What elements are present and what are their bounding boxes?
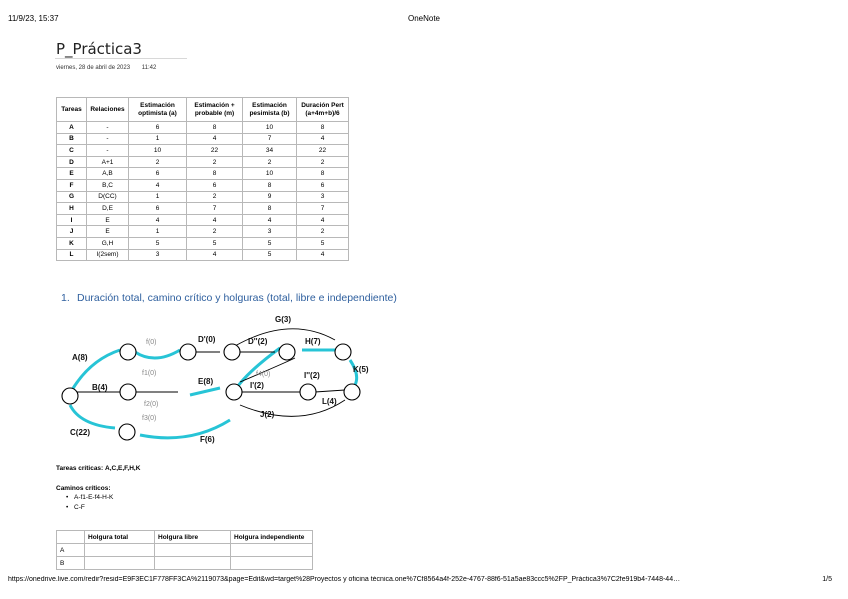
node-9 [300,384,316,400]
column-header: Estimación pesimista (b) [243,98,297,122]
edge-label: B(4) [92,383,108,392]
table-cell: 2 [129,156,187,168]
edge-label: A(8) [72,353,88,362]
table-cell: 4 [243,214,297,226]
table-cell: 4 [297,133,349,145]
table-cell: 2 [187,191,243,203]
section-title: Duración total, camino crítico y holguras (total, libre e independiente) [77,292,397,304]
node-7 [279,344,295,360]
table-cell: 6 [187,179,243,191]
table-cell: 8 [187,122,243,134]
table-cell: 4 [187,214,243,226]
table-row [57,214,349,226]
table-row [57,557,313,570]
table-cell: 2 [187,226,243,238]
table-cell [231,557,313,570]
table-row [57,179,349,191]
edge-label: K(5) [353,365,369,374]
critical-paths-label: Caminos críticos: [56,485,111,492]
table-cell: 2 [187,156,243,168]
print-app-title: OneNote [407,14,441,23]
edge-label: D'(0) [198,335,216,344]
table-cell: 6 [129,122,187,134]
table-cell: 4 [129,179,187,191]
table-row [57,249,349,261]
node-2 [120,344,136,360]
title-underline [55,58,187,59]
table-cell: B,C [87,179,129,191]
table-cell: 2 [297,156,349,168]
table-cell: 3 [129,249,187,261]
section-heading [61,292,397,304]
table-cell: 4 [129,214,187,226]
edge-label: f3(0) [142,415,157,422]
column-header: Relaciones [87,98,129,122]
table-cell: 8 [243,179,297,191]
table-cell: 5 [297,237,349,249]
table-cell: D(CC) [87,191,129,203]
node-1 [62,388,78,404]
table-cell: 8 [187,168,243,180]
column-header: Tareas [57,98,87,122]
table-cell: 5 [243,249,297,261]
table-cell: E [87,226,129,238]
pert-network-diagram [60,310,370,460]
table-cell: E [57,168,87,180]
table-row [57,544,313,557]
table-cell: F [57,179,87,191]
table-cell: 5 [129,237,187,249]
table-cell: 6 [129,168,187,180]
table-row [57,203,349,215]
table-row [57,133,349,145]
table-cell: I [57,214,87,226]
table-cell: 4 [297,214,349,226]
table-cell: 4 [187,133,243,145]
table-cell: 4 [187,249,243,261]
column-header: Holgura libre [155,531,231,544]
critical-tasks [56,465,140,472]
node-3 [120,384,136,400]
edge-label: H(7) [305,337,321,346]
edge-label: I'(2) [250,381,264,390]
table-cell: D [57,156,87,168]
table-cell: 1 [129,191,187,203]
table-header-row [57,531,313,544]
table-cell [155,544,231,557]
edge-label: f1(0) [142,370,157,377]
table-row [57,145,349,157]
table-cell: B [57,133,87,145]
edge-label: G(3) [275,315,291,324]
table-cell: K [57,237,87,249]
table-cell: J [57,226,87,238]
table-row [57,122,349,134]
table-cell: 3 [297,191,349,203]
table-cell: 8 [243,203,297,215]
edge-label: D''(2) [248,337,268,346]
table-cell: 22 [297,145,349,157]
critical-tasks-value: A,C,E,F,H,K [105,465,141,472]
table-cell: C [57,145,87,157]
table-cell: 6 [297,179,349,191]
table-cell: 6 [129,203,187,215]
table-cell: 5 [187,237,243,249]
table-cell: 34 [243,145,297,157]
critical-paths-list [66,494,113,514]
page-time: 11:42 [141,65,157,71]
table-row [57,156,349,168]
table-row [57,226,349,238]
estimation-table [56,97,349,261]
node-11 [344,384,360,400]
column-header: Duración Pert (a+4m+b)/6 [297,98,349,122]
list-item: • A-f1-E-f4-H-K [66,494,113,504]
table-header-row [57,98,349,122]
node-5 [180,344,196,360]
table-cell: 2 [297,226,349,238]
table-cell: 8 [297,168,349,180]
table-cell: 1 [129,133,187,145]
table-cell: G,H [87,237,129,249]
table-cell: 4 [297,249,349,261]
node-4 [119,424,135,440]
table-cell: 10 [129,145,187,157]
table-cell: 5 [243,237,297,249]
edge-label: f(0) [146,339,157,346]
page-created-datetime [56,65,156,71]
table-cell: A [57,122,87,134]
critical-tasks-label: Tareas críticas: [56,465,104,472]
table-cell [155,557,231,570]
table-cell: D,E [87,203,129,215]
table-cell: I(2sem) [87,249,129,261]
table-cell: A [57,544,85,557]
table-cell: 7 [297,203,349,215]
column-header: Holgura total [85,531,155,544]
page-title[interactable]: P_Práctica3 [56,40,142,58]
edge-label: L(4) [322,397,337,406]
node-8 [226,384,242,400]
table-cell: 8 [297,122,349,134]
edge-label: F(6) [200,435,215,444]
section-number: 1. [61,292,70,304]
table-cell: 10 [243,122,297,134]
footer-page-number: 1/5 [822,576,832,583]
table-cell: - [87,133,129,145]
table-row [57,168,349,180]
table-cell: 3 [243,226,297,238]
edge-label: C(22) [70,428,91,437]
table-cell: 9 [243,191,297,203]
print-datetime: 11/9/23, 15:37 [8,14,59,23]
column-header: Estimación optimista (a) [129,98,187,122]
table-cell: - [87,145,129,157]
column-header: Holgura independiente [231,531,313,544]
table-cell: 7 [187,203,243,215]
table-cell: B [57,557,85,570]
slack-table [56,530,313,570]
table-cell: 7 [243,133,297,145]
footer-url[interactable]: https://onedrive.live.com/redir?resid=E9F3EC1F778FF3CA%2119073&page=Edit&wd=target%28Proyectos y oficina técnica.one%7Cf8564a4f-252e-4767-88f6-51a5ae83ccc5%2FP_Práctica3%7C2fe919b4-7448-44… [8,576,681,583]
node-10 [335,344,351,360]
table-cell [85,557,155,570]
table-cell: A+1 [87,156,129,168]
edge-label: E(8) [198,377,214,386]
table-cell: 1 [129,226,187,238]
table-cell: E [87,214,129,226]
table-cell: 2 [243,156,297,168]
edge-label: f2(0) [144,401,159,408]
table-row [57,237,349,249]
table-row [57,191,349,203]
list-item: • C-F [66,504,113,514]
table-cell: A,B [87,168,129,180]
page-date: viernes, 28 de abril de 2023 [56,65,131,71]
table-cell: H [57,203,87,215]
edge-label: I''(2) [304,371,320,380]
column-header: Estimación + probable (m) [187,98,243,122]
table-cell [231,544,313,557]
table-cell: - [87,122,129,134]
table-cell: 22 [187,145,243,157]
edge-label: f4(0) [256,371,271,378]
table-cell [85,544,155,557]
node-6 [224,344,240,360]
table-cell: 10 [243,168,297,180]
table-cell: G [57,191,87,203]
column-header [57,531,85,544]
table-cell: L [57,249,87,261]
edge-label: J(2) [260,410,275,419]
